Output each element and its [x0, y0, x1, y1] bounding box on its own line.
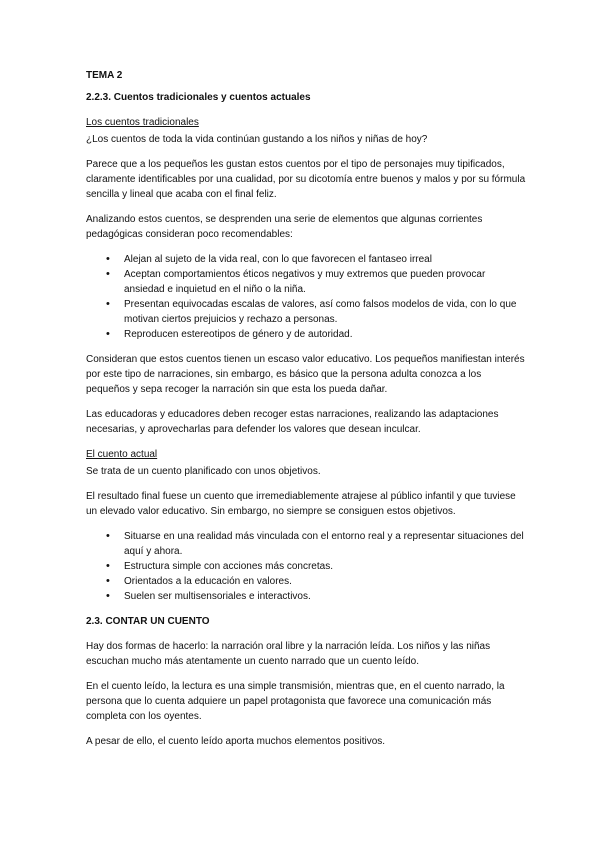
- paragraph: Consideran que estos cuentos tienen un escaso valor educativo. Los pequeños manifiestan interés por este tipo de narraciones, sin embargo, es básico que la persona adulta conozca a los pequeños y sepa recoger la narración sin que esta los pueda dañar.: [86, 354, 525, 395]
- list-item: • Presentan equivocadas escalas de valores, así como falsos modelos de vida, con lo que motivan ciertos prejuicios y rechazo a personas.: [86, 297, 526, 327]
- list-item: • Situarse en una realidad más vinculada con el entorno real y a representar situaciones del aquí y ahora.: [86, 529, 526, 559]
- paragraph: ¿Los cuentos de toda la vida continúan gustando a los niños y niñas de hoy?: [86, 134, 428, 145]
- section-heading-traditional: Los cuentos tradicionales: [86, 117, 199, 128]
- paragraph: Analizando estos cuentos, se desprenden una serie de elementos que algunas corrientes pedagógicas consideran poco recomendables:: [86, 214, 483, 240]
- document-page: [86, 64, 526, 759]
- paragraph: En el cuento leído, la lectura es una simple transmisión, mientras que, en el cuento narrado, la persona que lo cuenta adquiere un papel protagonista que favorece una comunicación más completa con los oyentes.: [86, 681, 505, 722]
- paragraph: A pesar de ello, el cuento leído aporta muchos elementos positivos.: [86, 736, 386, 747]
- list-item: • Alejan al sujeto de la vida real, con lo que favorecen el fantaseo irreal: [86, 252, 526, 267]
- document-title: TEMA 2: [86, 70, 123, 81]
- list-item: • Orientados a la educación en valores.: [86, 574, 526, 589]
- paragraph: Se trata de un cuento planificado con unos objetivos.: [86, 466, 321, 477]
- section-heading-current: El cuento actual: [86, 449, 158, 460]
- list-item: • Suelen ser multisensoriales e interactivos.: [86, 589, 526, 604]
- paragraph: El resultado final fuese un cuento que irremediablemente atrajese al público infantil y que tuviese un elevado valor educativo. Sin embargo, no siempre se consiguen estos objetivos.: [86, 491, 516, 517]
- section-heading-telling: 2.3. CONTAR UN CUENTO: [86, 616, 210, 627]
- section-subtitle: 2.2.3. Cuentos tradicionales y cuentos actuales: [86, 92, 311, 103]
- list-item: • Aceptan comportamientos éticos negativos y muy extremos que pueden provocar ansiedad e inquietud en el niño o la niña.: [86, 267, 526, 297]
- paragraph: Hay dos formas de hacerlo: la narración oral libre y la narración leída. Los niños y las niñas escuchan mucho más atentamente un cuento narrado que un cuento leído.: [86, 641, 491, 667]
- paragraph: Las educadoras y educadores deben recoger estas narraciones, realizando las adaptaciones necesarias, y aprovecharlas para defender los valores que desean inculcar.: [86, 409, 499, 435]
- paragraph: Parece que a los pequeños les gustan estos cuentos por el tipo de personajes muy tipificados, claramente identificables por una cualidad, por su dicotomía entre buenos y malos y por su fórmula sencilla y lineal que acaba con el final feliz.: [86, 159, 526, 200]
- bullet-list-current: [86, 529, 526, 604]
- list-item: • Estructura simple con acciones más concretas.: [86, 559, 526, 574]
- list-item: • Reproducen estereotipos de género y de autoridad.: [86, 327, 526, 342]
- bullet-list-traditional: [86, 252, 526, 342]
